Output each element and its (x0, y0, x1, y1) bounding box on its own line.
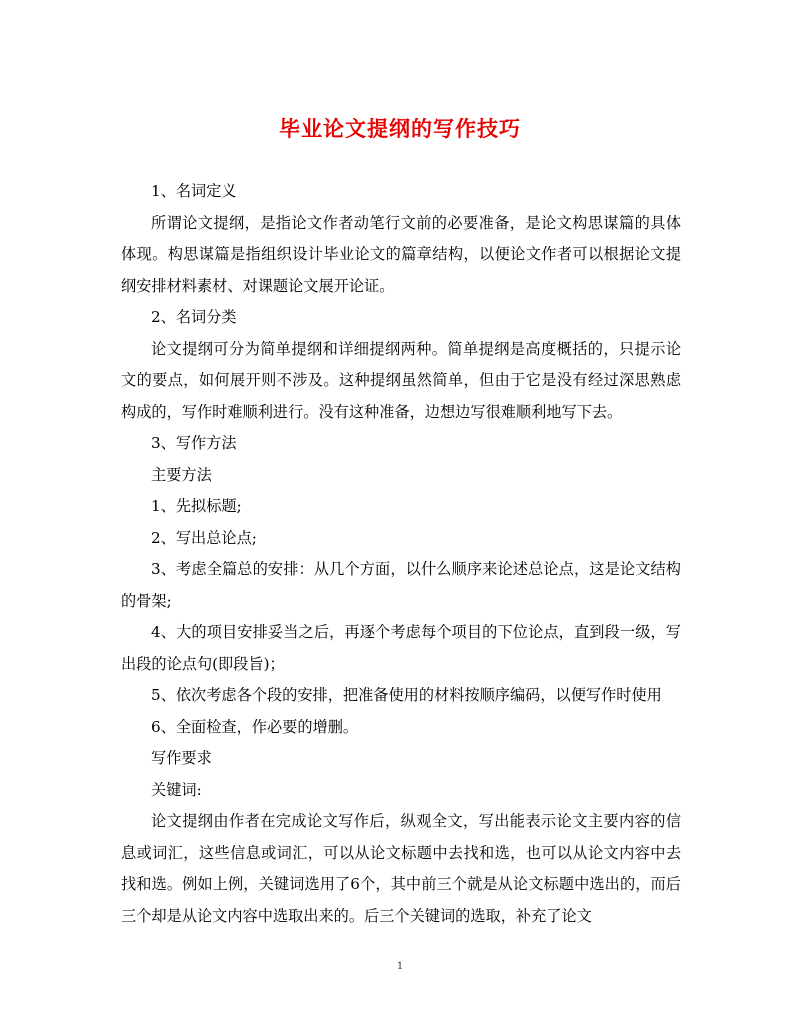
paragraph-definition: 所谓论文提纲，是指论文作者动笔行文前的必要准备，是论文构思谋篇的具体体现。构思谋篇是指组织设计毕业论文的篇章结构，以便论文作者可以根据论文提纲安排材料素材、对课题论文展开论证。 (121, 213, 681, 295)
heading-writing-method: 3、写作方法 (151, 434, 237, 452)
list-item-1: 1、先拟标题; (151, 497, 242, 515)
subheading-main-method: 主要方法 (151, 465, 212, 484)
list-item-2: 2、写出总论点; (151, 528, 257, 547)
list-item-5: 5、依次考虑各个段的安排，把准备使用的材料按顺序编码，以便写作时使用 (151, 686, 662, 704)
document-title: 毕业论文提纲的写作技巧 (279, 116, 521, 141)
list-item-4: 4、大的项目安排妥当之后，再逐个考虑每个项目的下位论点，直到段一级，写出段的论点句(即段旨)； (121, 623, 681, 673)
subheading-keywords: 关键词: (151, 780, 202, 799)
paragraph-keywords: 论文提纲由作者在完成论文写作后，纵观全文，写出能表示论文主要内容的信息或词汇，这些信息或词汇，可以从论文标题中去找和选，也可以从论文内容中去找和选。例如上例，关键词选用了6个，其中前三个就是从论文标题中选出的，而后三个却是从论文内容中选取出来的。后三个关键词的选取，补充了论文 (121, 812, 681, 925)
page-number: 1 (396, 961, 404, 972)
paragraph-classification: 论文提纲可分为简单提纲和详细提纲两种。简单提纲是高度概括的，只提示论文的要点，如何展开则不涉及。这种提纲虽然简单，但由于它是没有经过深思熟虑构成的，写作时难顺利进行。没有这种准备，边想边写很难顺利地写下去。 (121, 339, 681, 421)
document-body (121, 176, 681, 932)
heading-definition: 1、名词定义 (151, 182, 237, 200)
list-item-6: 6、全面检查，作必要的增删。 (151, 717, 359, 736)
list-item-3: 3、考虑全篇总的安排：从几个方面，以什么顺序来论述总论点，这是论文结构的骨架; (121, 560, 681, 610)
heading-classification: 2、名词分类 (151, 308, 237, 326)
subheading-requirements: 写作要求 (151, 749, 212, 767)
